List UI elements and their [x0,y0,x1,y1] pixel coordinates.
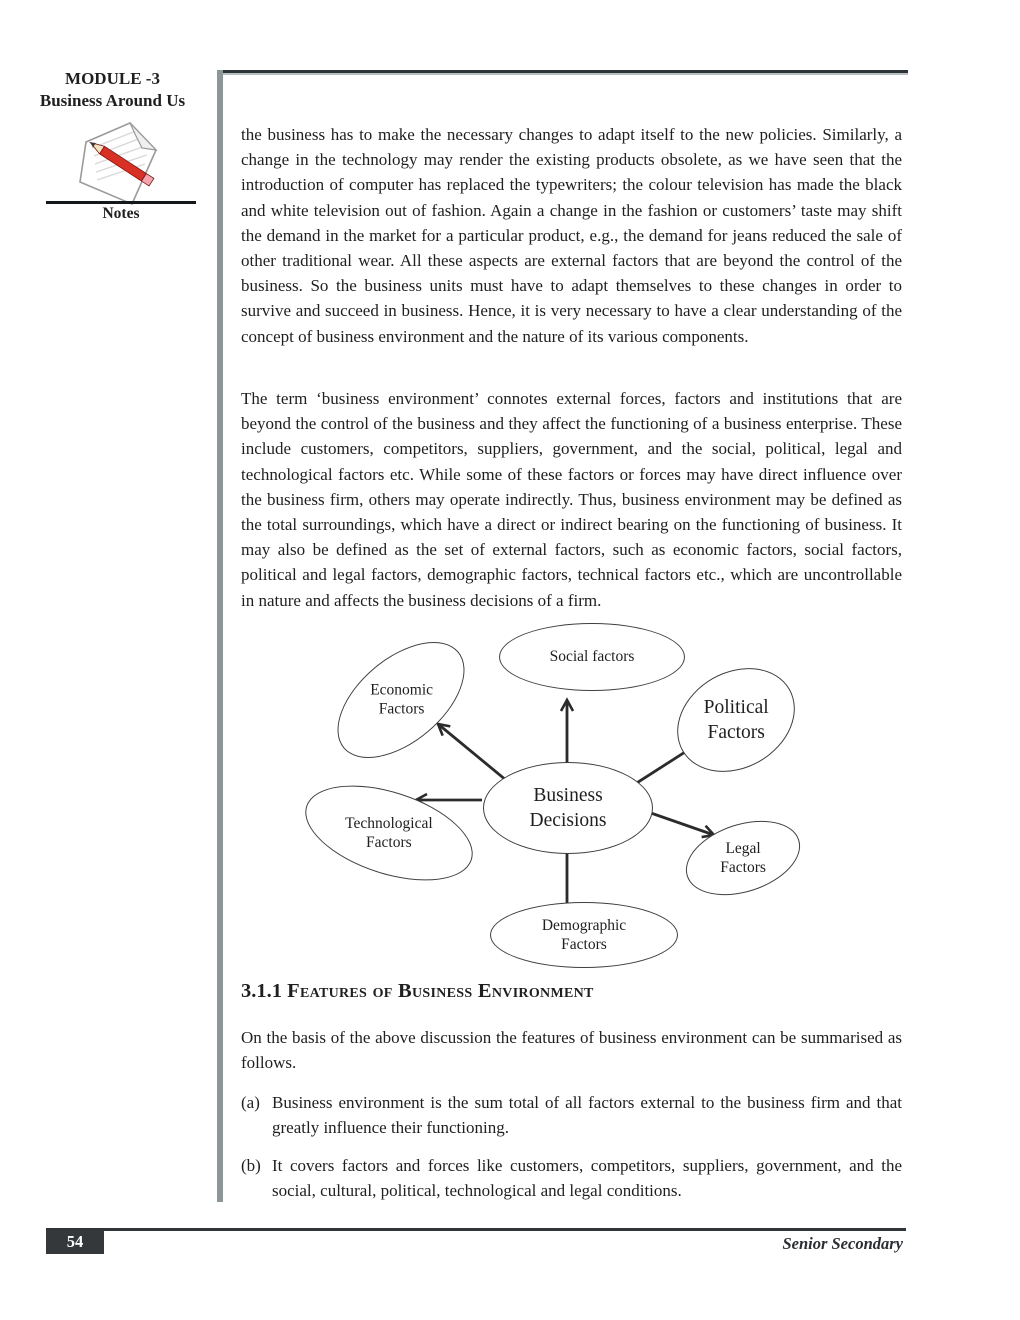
diagram-node-label: Social factors [549,648,635,666]
diagram-node-social-factors [499,623,685,691]
notes-label: Notes [102,205,140,222]
list-item-label: (b) [241,1156,261,1175]
list-item-text: It covers factors and forces like customers, competitors, suppliers, government, and the social, cultural, political, technological and legal conditions. [272,1156,902,1201]
paragraph-definition: The term ‘business environment’ connotes external forces, factors and institutions that are beyond the control of the business and they affect the functioning of a business enterprise. These include customers, competitors, suppliers, government, and the social, political, legal and technological factors etc. While some of these factors or forces may have direct influence over the business firm, others may operate indirectly. Thus, business environment may be defined as the total surroundings, which have a direct or indirect bearing on the functioning of business. It may also be defined as the set of external factors, such as economic factors, social factors, political and legal factors, demographic factors, technical factors etc., which are uncontrollable in nature and affects the business decisions of a firm. [241,389,902,610]
list-item [241,1090,902,1140]
list-item [241,1153,902,1203]
module-name: Business Around Us [39,91,186,110]
diagram-node-label: Legal Factors [720,839,766,876]
section-title: Features of Business Environment [287,980,594,1002]
diagram-center-label: Business Decisions [529,784,607,831]
page-number-badge: 54 [46,1230,104,1254]
footer-course-name: Senior Secondary [782,1234,903,1253]
diagram-node-label: Economic Factors [369,681,433,718]
content-top-rule [222,70,908,75]
paragraph-intro: the business has to make the necessary changes to adapt itself to the new policies. Similarly, a change in the technology may render the existing products obsolete, as we have seen that the introduction of computer has replaced the typewriters; the colour television has made the black and white television out of fashion. Again a change in the fashion or customers’ taste may shift the demand in the market for a particular product, e.g., the demand for jeans reduced the sale of other traditional wear. All these aspects are external factors that are beyond the control of the business. So the business units must have to adapt themselves to these changes in order to survive and succeed in business. Hence, it is very necessary to have a clear understanding of the concept of business environment and the nature of its various components. [241,125,902,346]
diagram-node-label: Political Factors [703,696,769,743]
footer-rule [46,1228,906,1231]
list-item-label: (a) [241,1093,260,1112]
diagram-node-label: Technological Factors [345,814,433,851]
content-left-rule [217,70,223,1202]
diagram-node-label: Demographic Factors [541,916,627,953]
notepad-pencil-icon [66,118,176,208]
paragraph-features-intro: On the basis of the above discussion the features of business environment can be summarised as follows. [241,1028,902,1073]
diagram-node-demographic-factors [490,902,678,968]
diagram-node-business-decisions [483,762,653,854]
module-title [10,68,215,112]
section-heading [241,980,902,1003]
notes-divider-line [46,201,196,204]
section-number: 3.1.1 [241,980,282,1002]
list-item-text: Business environment is the sum total of all factors external to the business firm and that greatly influence their functioning. [272,1093,902,1138]
business-environment-diagram [280,612,820,987]
module-number: MODULE -3 [65,69,160,88]
